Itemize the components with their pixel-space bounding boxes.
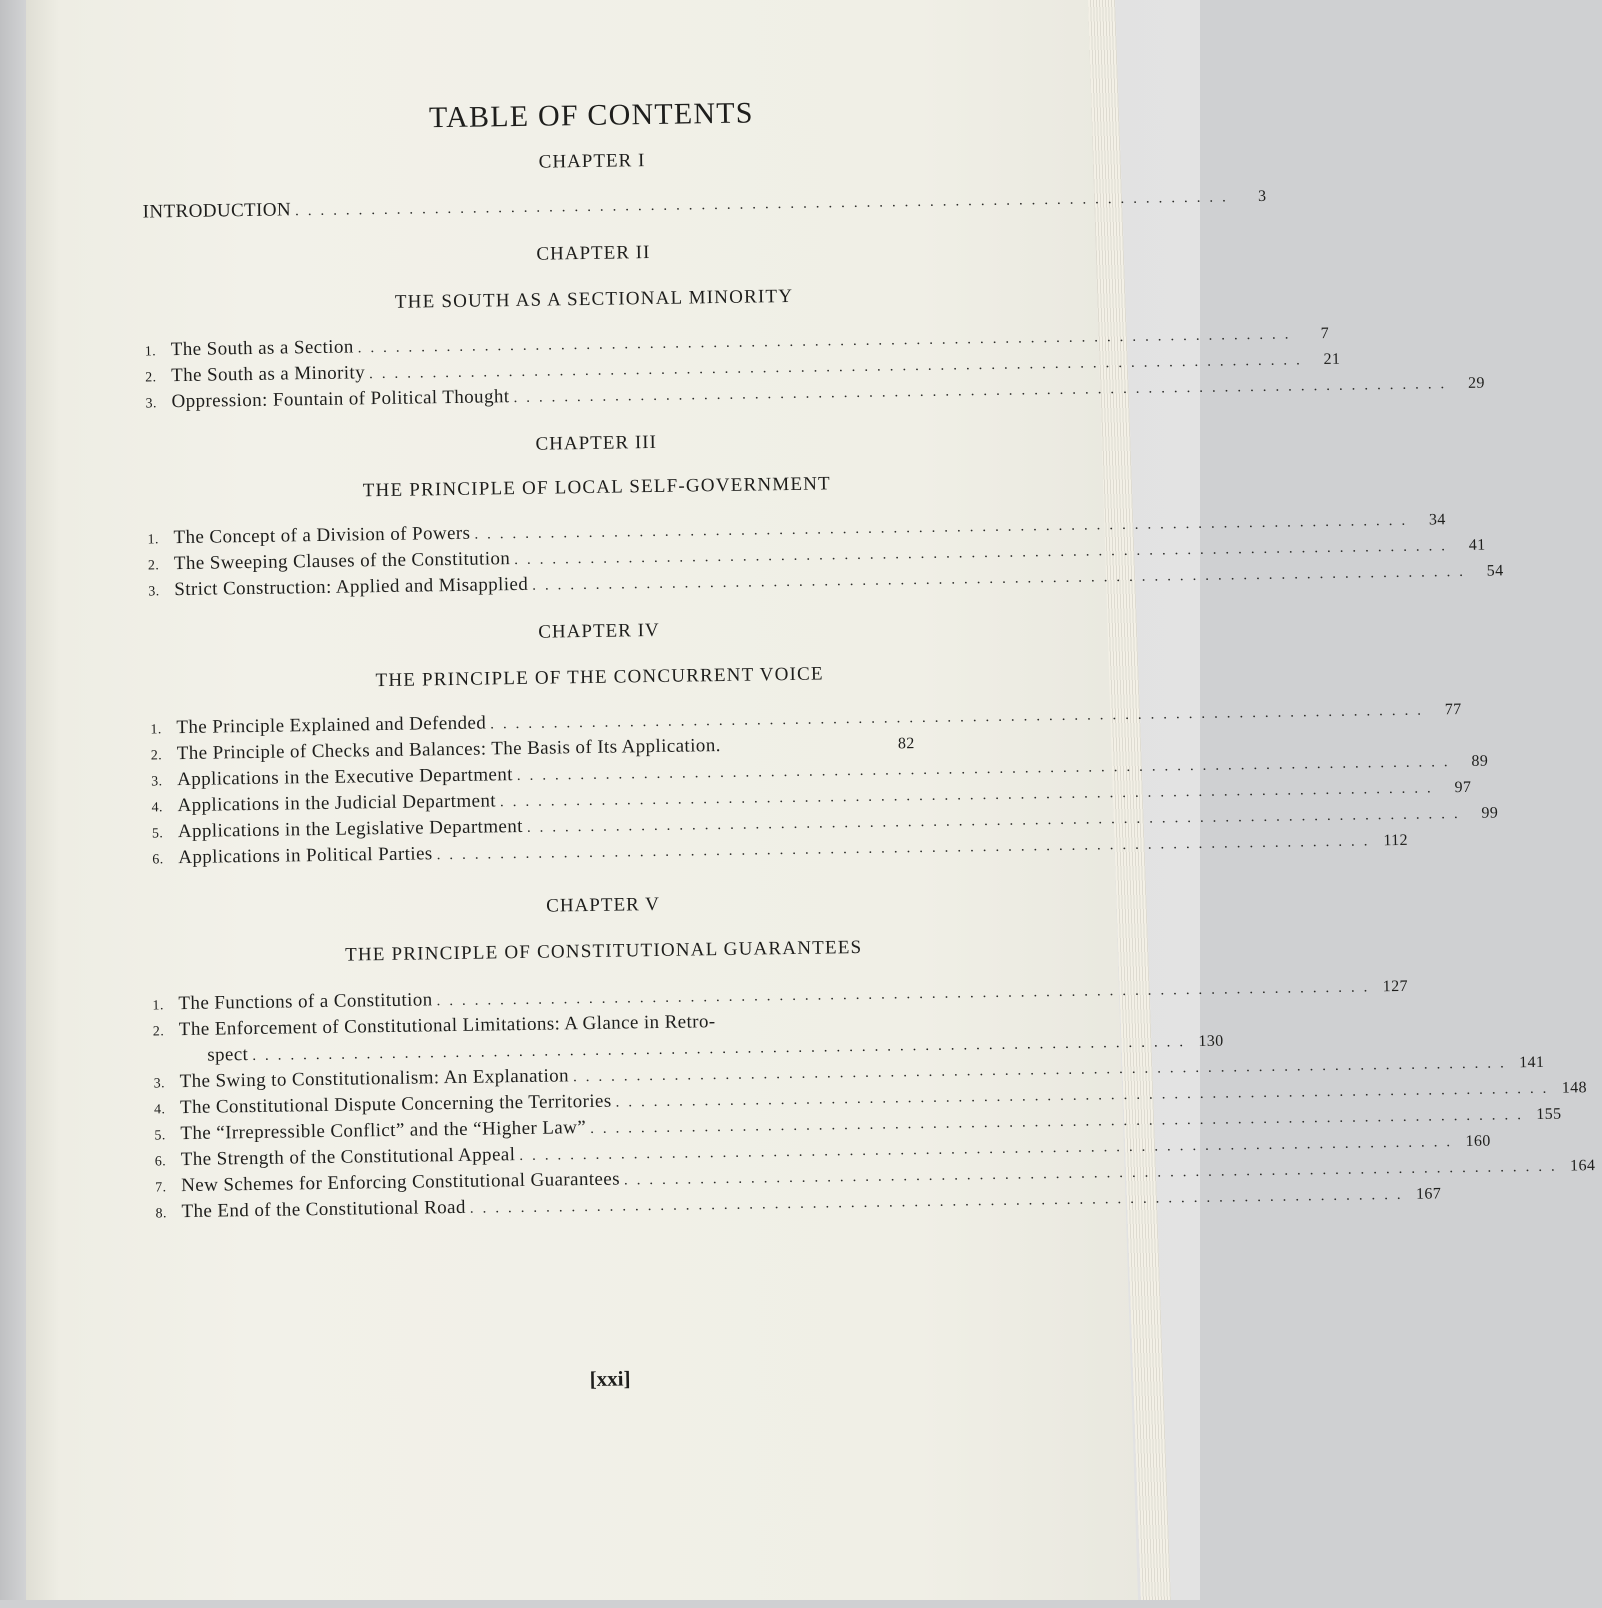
chapter-5-heading: CHAPTER V — [546, 893, 661, 917]
entry-number: 2. — [150, 748, 163, 764]
entry-number: 1. — [147, 532, 160, 548]
entry-title: The Principle Explained and Defended — [176, 712, 487, 739]
entry-number: 1. — [150, 722, 162, 738]
entry-number: 8. — [155, 1206, 168, 1222]
entry-number: 4. — [153, 1102, 166, 1118]
chapter-3-title: THE PRINCIPLE OF LOCAL SELF-GOVERNMENT — [362, 473, 832, 502]
chapter-4-title: THE PRINCIPLE OF THE CONCURRENT VOICE — [375, 663, 824, 692]
entry-title-continuation: spect — [207, 1044, 249, 1066]
entry-title: The South as a Section — [170, 336, 354, 361]
entry-title: The South as a Minority — [170, 362, 366, 387]
entry-title: Applications in Political Parties — [178, 843, 433, 869]
entry-number: 3. — [148, 584, 160, 600]
entry-number: 6. — [152, 852, 164, 868]
entry-number: 3. — [145, 396, 157, 412]
dot-leader: . . . . . . . . . . . . . . . . . . . . . . . . . . . . . . . . . . . . . . . . . . . . . . . . . . . . . . . . . . . . . . . . . . . . . . . . . . — [623, 1158, 1558, 1189]
entry-page: 82 — [897, 735, 915, 753]
entry-title: Applications in the Executive Department — [176, 764, 513, 791]
entry-title: The Functions of a Constitution — [178, 989, 433, 1015]
dot-leader: . . . . . . . . . . . . . . . . . . . . . . . . . . . . . . . . . . . . . . . . . . . . . . . . . . . . . . . . . . . . . . . . . . . . . . . . . . — [436, 979, 1371, 1010]
entry-title: The Principle of Checks and Balances: The Basis of Its Application. — [176, 735, 721, 765]
dot-leader: . . . . . . . . . . . . . . . . . . . . . . . . . . . . . . . . . . . . . . . . . . . . . . . . . . . . . . . . . . . . . . . . . . . . . . . . . . — [252, 1034, 1186, 1065]
entry-page: 160 — [1465, 1132, 1491, 1151]
dot-leader: . . . . . . . . . . . . . . . . . . . . . . . . . . . . . . . . . . . . . . . . . . . . . . . . . . . . . . . . . . . . . . . . . . . . . . . . . . — [590, 1107, 1524, 1138]
entry-page: 77 — [1444, 701, 1462, 719]
entry-title: The Sweeping Clauses of the Constitution — [173, 548, 511, 575]
entry-number: 3. — [153, 1076, 166, 1092]
entry-page: 29 — [1467, 374, 1485, 392]
entry-page: 89 — [1471, 752, 1489, 770]
entry-page: 164 — [1569, 1157, 1596, 1175]
dot-leader: . . . . . . . . . . . . . . . . . . . . . . . . . . . . . . . . . . . . . . . . . . . . . . . . . . . . . . . . . . . . . . . . . . . . . . . . . . — [490, 702, 1424, 733]
entry-page: 7 — [1320, 324, 1330, 343]
entry-title: The End of the Constitutional Road — [181, 1196, 467, 1223]
dot-leader: . . . . . . . . . . . . . . . . . . . . . . . . . . . . . . . . . . . . . . . . . . . . . . . . . . . . . . . . . . . . . . . . . . . . . . . . . . — [532, 563, 1466, 594]
entry-title: The Constitutional Dispute Concerning the Territories — [179, 1090, 612, 1119]
dot-leader: . . . . . . . . . . . . . . . . . . . . . . . . . . . . . . . . . . . . . . . . . . . . . . . . . . . . . . . . . . . . . . . . . . . . . . . . . . — [436, 833, 1371, 864]
entry-page: 141 — [1519, 1053, 1545, 1072]
dot-leader: . . . . . . . . . . . . . . . . . . . . . . . . . . . . . . . . . . . . . . . . . . . . . . . . . . . . . . . . . . . . . . . . . . . . . . . . . . — [499, 780, 1434, 811]
chapter-2-title: THE SOUTH AS A SECTIONAL MINORITY — [394, 285, 794, 313]
entry-page: 54 — [1486, 562, 1504, 580]
entry-title: Oppression: Fountain of Political Thought — [171, 386, 510, 413]
entry-number: 6. — [154, 1154, 167, 1170]
entry-title: The “Irrepressible Conflict” and the “Higher Law” — [180, 1117, 587, 1145]
entry-title: The Swing to Constitutionalism: An Explanation — [179, 1065, 570, 1093]
dot-leader: . . . . . . . . . . . . . . . . . . . . . . . . . . . . . . . . . . . . . . . . . . . . . . . . . . . . . . . . . . . . . . . . . . . . . . . . . . — [357, 326, 1292, 357]
entry-number: 1. — [144, 344, 157, 360]
chapter-2-heading: CHAPTER II — [536, 242, 651, 265]
entry-page: 97 — [1454, 778, 1472, 797]
entry-title: Applications in the Legislative Department — [177, 815, 524, 843]
chapter-4-heading: CHAPTER IV — [538, 619, 660, 643]
dot-leader: . . . . . . . . . . . . . . . . . . . . . . . . . . . . . . . . . . . . . . . . . . . . . . . . . . . . . . . . . . . . . . . . . . . . . . . . . . — [516, 754, 1451, 785]
entry-page: 155 — [1536, 1105, 1562, 1123]
entry-title: Strict Construction: Applied and Misapplied — [174, 573, 529, 601]
chapter-3-heading: CHAPTER III — [535, 431, 658, 455]
toc-entry — [142, 187, 1267, 224]
entry-page: 127 — [1382, 977, 1409, 996]
dot-leader: . . . . . . . . . . . . . . . . . . . . . . . . . . . . . . . . . . . . . . . . . . . . . . . . . . . . . . . . . . . . . . . . . . . . . . . . . . — [572, 1055, 1507, 1086]
entry-page: 3 — [1257, 187, 1267, 205]
entry-page: 99 — [1481, 804, 1499, 822]
entry-page: 112 — [1383, 831, 1409, 850]
entry-number: 3. — [151, 774, 163, 790]
entry-number: 5. — [151, 826, 164, 842]
entry-number: 7. — [155, 1180, 167, 1196]
dot-leader: . . . . . . . . . . . . . . . . . . . . . . . . . . . . . . . . . . . . . . . . . . . . . . . . . . . . . . . . . . . . . . . . . . . . . . . . . . — [294, 189, 1229, 220]
entry-page: 21 — [1323, 350, 1341, 369]
entry-page: 148 — [1561, 1079, 1588, 1097]
dot-leader: . . . . . . . . . . . . . . . . . . . . . . . . . . . . . . . . . . . . . . . . . . . . . . . . . . . . . . . . . . . . . . . . . . . . . . . . . . — [469, 1186, 1404, 1217]
dot-leader — [725, 749, 877, 751]
entry-number: 5. — [154, 1128, 166, 1144]
entry-number: 2. — [152, 1024, 165, 1040]
entry-page: 41 — [1468, 536, 1486, 554]
dot-leader: . . . . . . . . . . . . . . . . . . . . . . . . . . . . . . . . . . . . . . . . . . . . . . . . . . . . . . . . . . . . . . . . . . . . . . . . . . — [526, 806, 1461, 836]
entry-title: Applications in the Judicial Department — [177, 790, 497, 817]
entry-title: The Concept of a Division of Powers — [173, 522, 471, 549]
dot-leader: . . . . . . . . . . . . . . . . . . . . . . . . . . . . . . . . . . . . . . . . . . . . . . . . . . . . . . . . . . . . . . . . . . . . . . . . . . — [513, 376, 1447, 407]
entry-number: 4. — [151, 800, 163, 816]
chapter-5-title: THE PRINCIPLE OF CONSTITUTIONAL GUARANTEES — [344, 936, 863, 966]
toc-title: TABLE OF CONTENTS — [428, 96, 754, 135]
entry-page: 167 — [1415, 1185, 1442, 1203]
dot-leader: . . . . . . . . . . . . . . . . . . . . . . . . . . . . . . . . . . . . . . . . . . . . . . . . . . . . . . . . . . . . . . . . . . . . . . . . . . — [514, 538, 1448, 569]
dot-leader: . . . . . . . . . . . . . . . . . . . . . . . . . . . . . . . . . . . . . . . . . . . . . . . . . . . . . . . . . . . . . . . . . . . . . . . . . . — [368, 352, 1303, 383]
entry-page: 34 — [1428, 511, 1446, 529]
entry-title: New Schemes for Enforcing Constitutional Guarantees — [181, 1168, 621, 1197]
dot-leader: . . . . . . . . . . . . . . . . . . . . . . . . . . . . . . . . . . . . . . . . . . . . . . . . . . . . . . . . . . . . . . . . . . . . . . . . . . — [519, 1134, 1453, 1165]
entry-number: 2. — [147, 558, 160, 574]
entry-number: 2. — [145, 370, 157, 386]
chapter-1-heading: CHAPTER I — [538, 150, 646, 173]
page-number: [xxi] — [589, 1366, 631, 1392]
entry-title: INTRODUCTION — [142, 199, 292, 223]
dot-leader: . . . . . . . . . . . . . . . . . . . . . . . . . . . . . . . . . . . . . . . . . . . . . . . . . . . . . . . . . . . . . . . . . . . . . . . . . . — [615, 1080, 1550, 1111]
entry-title: The Enforcement of Constitutional Limitations: A Glance in Retro- — [178, 1011, 716, 1041]
dot-leader: . . . . . . . . . . . . . . . . . . . . . . . . . . . . . . . . . . . . . . . . . . . . . . . . . . . . . . . . . . . . . . . . . . . . . . . . . . — [474, 512, 1408, 543]
entry-page: 130 — [1198, 1032, 1224, 1050]
entry-number: 1. — [152, 998, 164, 1014]
entry-title: The Strength of the Constitutional Appeal — [180, 1144, 516, 1171]
